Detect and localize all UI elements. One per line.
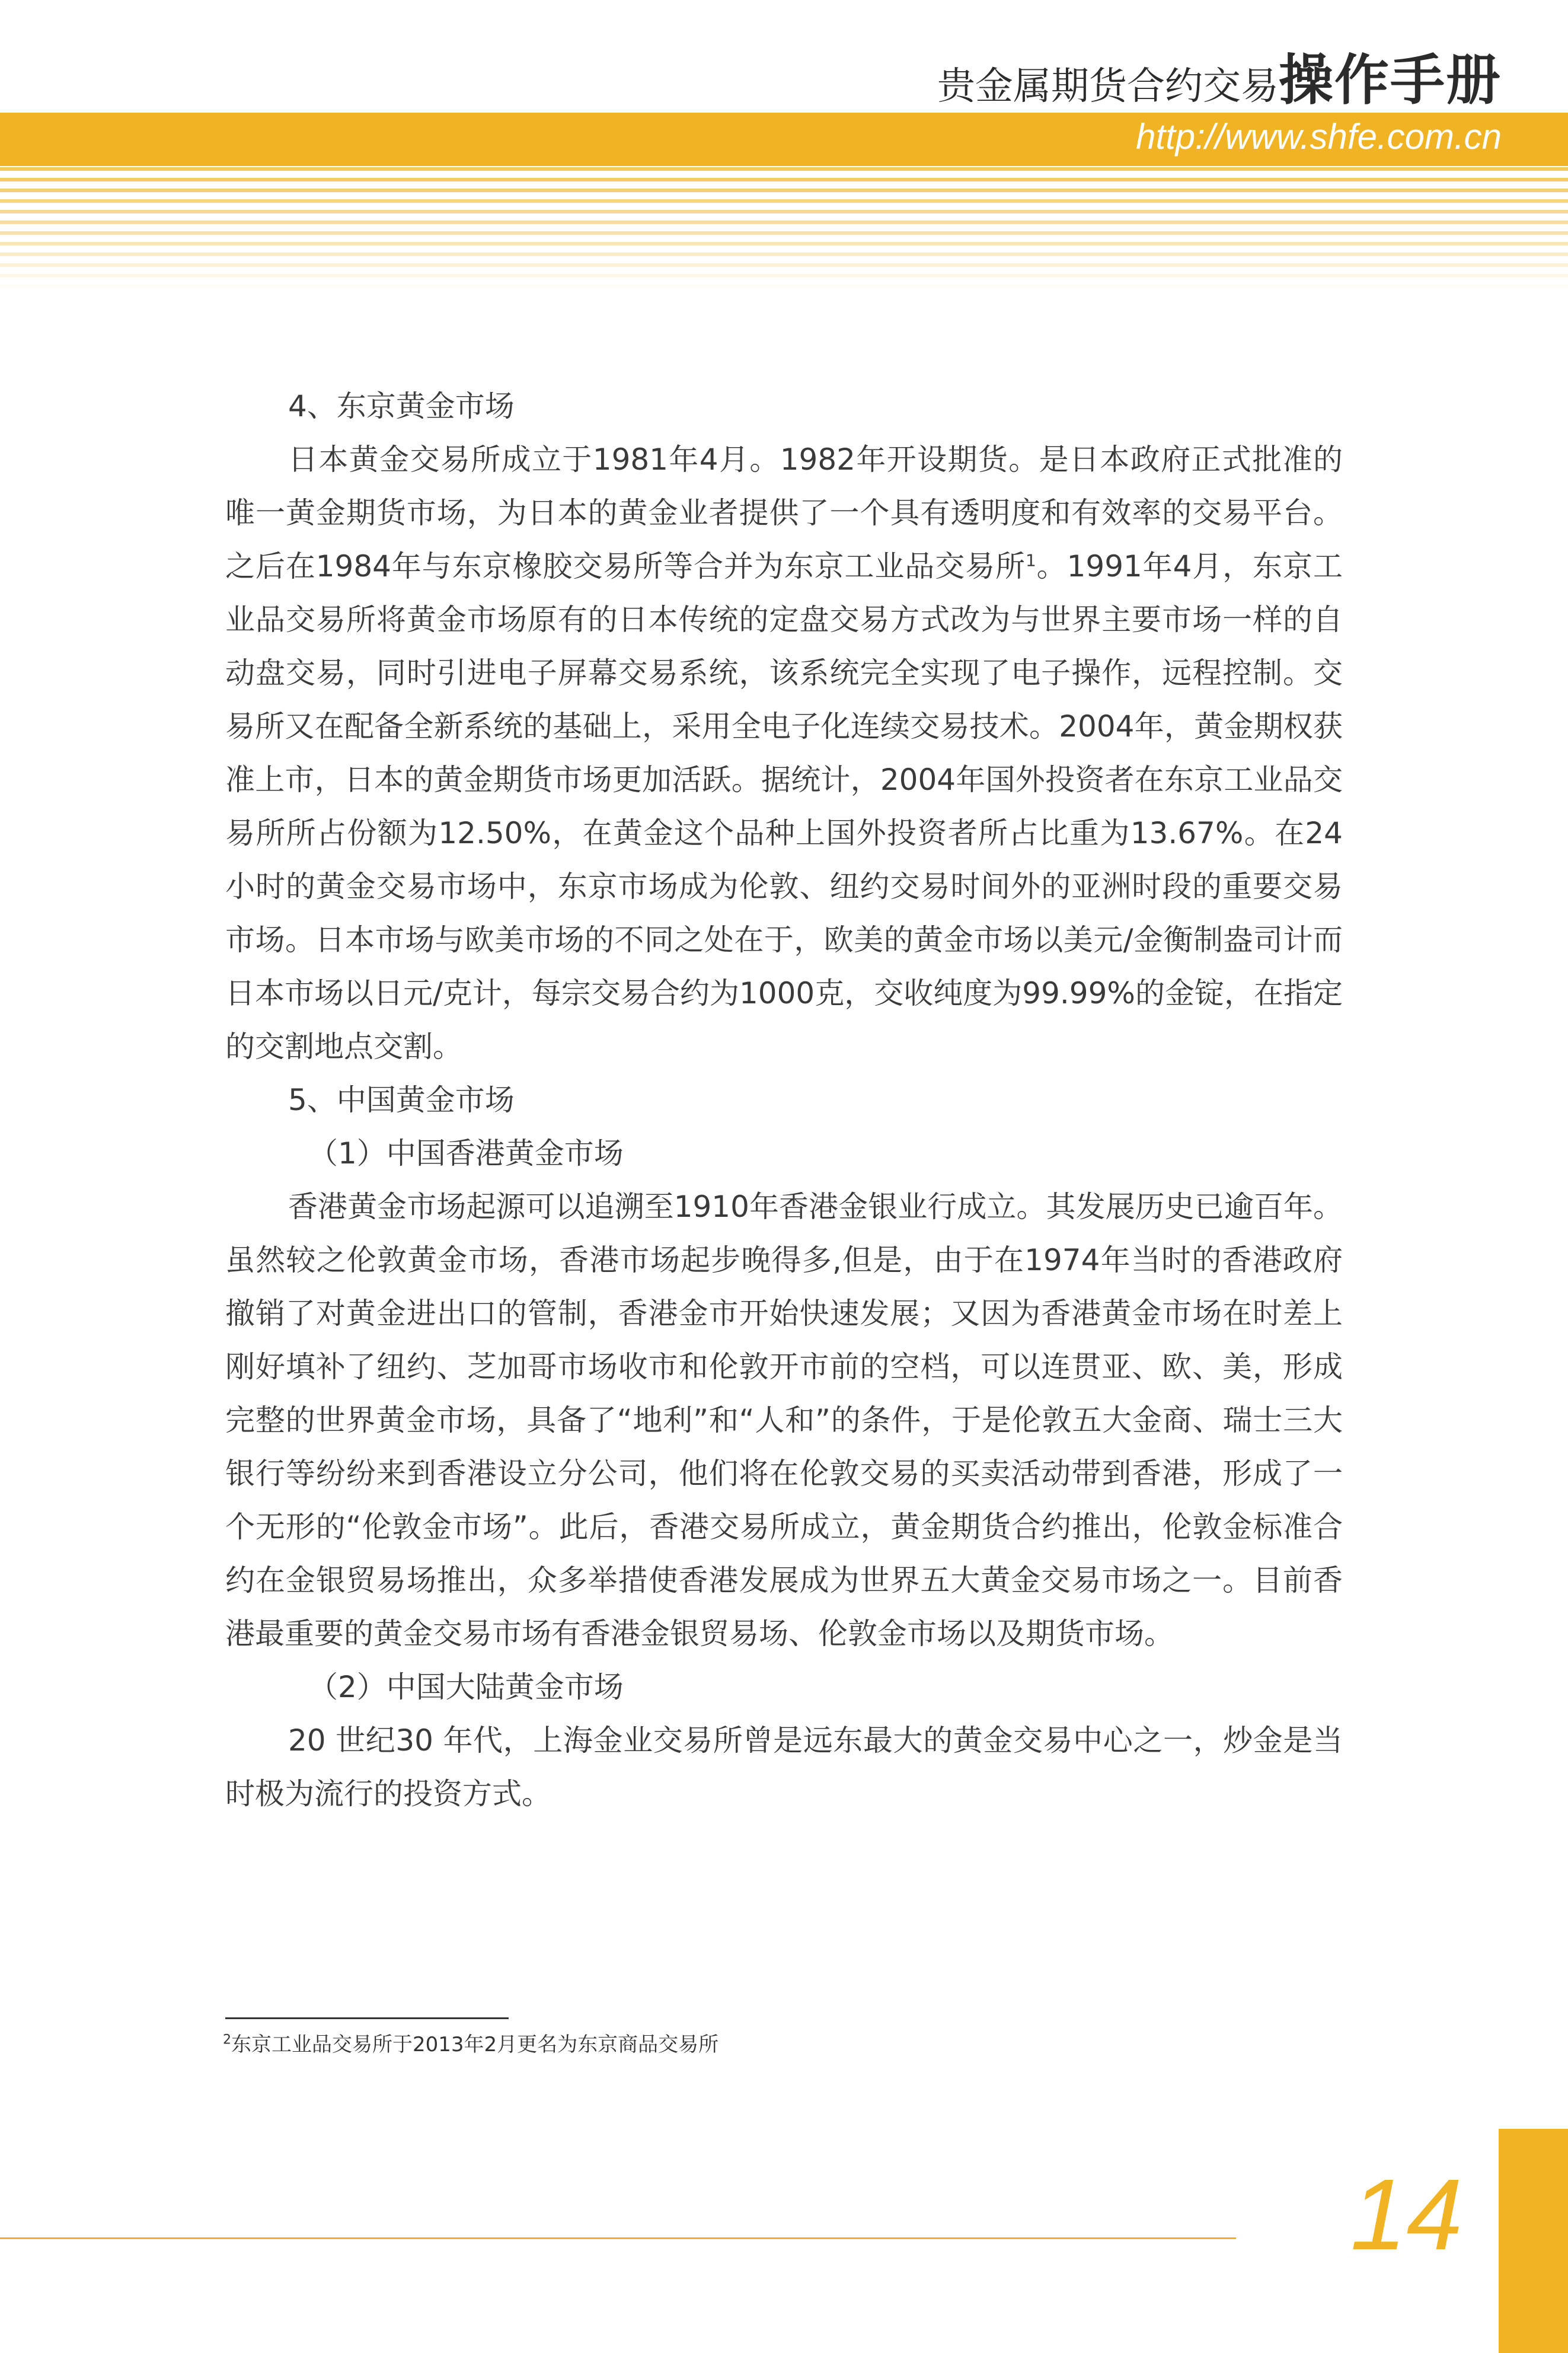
paragraph-tokyo-part2: 。1991年4月，东京工业品交易所将黄金市场原有的日本传统的定盘交易方式改为与世界主要市场一样的自动盘交易，同时引进电子屏幕交易系统，该系统完全实现了电子操作，远程控制。交易所又在配备全新系统的基础上，采用全电子化连续交易技术。2004年，黄金期权获准上市，日本的黄金期货市场更加活跃。据统计，2004年国外投资者在东京工业品交易所所占份额为12.50%，在黄金这个品种上国外投资者所占比重为13.67%。在24小时的黄金交易市场中，东京市场成为伦敦、纽约交易时间外的亚洲时段的重要交易市场。日本市场与欧美市场的不同之处在于，欧美的黄金市场以美元/金衡制盎司计而日本市场以日元/克计，每宗交易合约为1000克，交收纯度为99.99%的金锭，在指定的交割地点交割。 [225,549,1343,1064]
manual-title [937,37,1502,115]
subheading-hongkong: （1）中国香港黄金市场 [308,1136,624,1171]
page-number: 14 [1350,2158,1463,2271]
footnote-mark: 2 [223,2032,231,2048]
footnote [223,2028,718,2057]
footer-rule [0,2237,1236,2239]
footnote-text: 东京工业品交易所于2013年2月更名为东京商品交易所 [231,2033,719,2057]
page-tab-bar [1499,2129,1568,2353]
paragraph-tokyo [225,433,1343,1073]
paragraph-mainland: 20 世纪30 年代，上海金业交易所曾是远东最大的黄金交易中心之一，炒金是当时极为流行的投资方式。 [225,1723,1343,1811]
footnote-ref: 1 [1025,550,1036,570]
paragraph-tokyo-part1: 日本黄金交易所成立于1981年4月。1982年开设期货。是日本政府正式批准的唯一黄金期货市场，为日本的黄金业者提供了一个具有透明度和有效率的交易平台。之后在1984年与东京橡胶交易所等合并为东京工业品交易所 [225,442,1343,584]
header-stripes [0,167,1568,292]
section-heading-tokyo: 4、东京黄金市场 [288,389,515,423]
footnote-divider [225,2017,509,2019]
manual-title-main: 贵金属期货合约交易 [937,65,1279,109]
website-url[interactable]: http://www.shfe.com.cn [1136,117,1502,157]
page-body [225,380,1343,1820]
subheading-mainland: （2）中国大陆黄金市场 [308,1670,624,1704]
section-heading-china: 5、中国黄金市场 [288,1083,515,1117]
manual-title-bold: 操作手册 [1278,49,1502,112]
paragraph-hongkong: 香港黄金市场起源可以追溯至1910年香港金银业行成立。其发展历史已逾百年。虽然较之伦敦黄金市场，香港市场起步晚得多,但是，由于在1974年当时的香港政府撤销了对黄金进出口的管制，香港金市开始快速发展；又因为香港黄金市场在时差上刚好填补了纽约、芝加哥市场收市和伦敦开市前的空档，可以连贯亚、欧、美，形成完整的世界黄金市场，具备了“地利”和“人和”的条件，于是伦敦五大金商、瑞士三大银行等纷纷来到香港设立分公司，他们将在伦敦交易的买卖活动带到香港，形成了一个无形的“伦敦金市场”。此后，香港交易所成立，黄金期货合约推出，伦敦金标准合约在金银贸易场推出，众多举措使香港发展成为世界五大黄金交易市场之一。目前香港最重要的黄金交易市场有香港金银贸易场、伦敦金市场以及期货市场。 [225,1190,1343,1651]
